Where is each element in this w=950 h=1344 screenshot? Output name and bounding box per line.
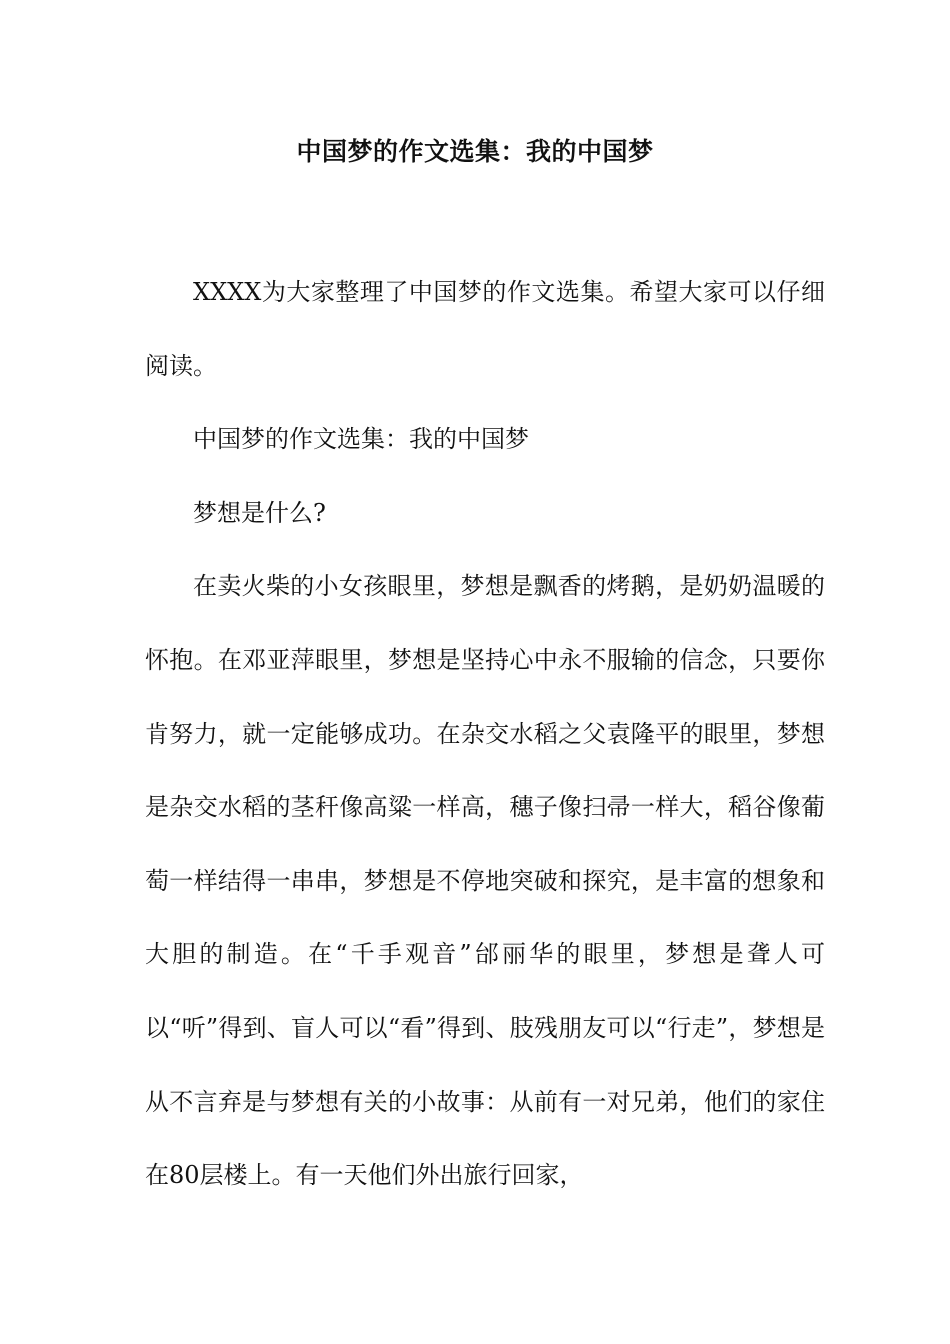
paragraph-main: 在卖火柴的小女孩眼里，梦想是飘香的烤鹅，是奶奶温暖的怀抱。在邓亚萍眼里，梦想是坚持心中永不服输的信念，只要你肯努力，就一定能够成功。在杂交水稻之父袁隆平的眼里，梦想是杂交水稻的茎秆像高粱一样高，穗子像扫帚一样大，稻谷像葡萄一样结得一串串，梦想是不停地突破和探究，是丰富的想象和大胆的制造。在“千手观音”邰丽华的眼里，梦想是聋人可以“听”得到、盲人可以“看”得到、肢残朋友可以“行走”，梦想是从不言弃是与梦想有关的小故事：从前有一对兄弟，他们的家住在80层楼上。有一天他们外出旅行回家， (145, 572, 825, 1190)
paragraph-question: 梦想是什么? (193, 498, 326, 527)
paragraph-intro: XXXX为大家整理了中国梦的作文选集。希望大家可以仔细阅读。 (145, 278, 825, 380)
document-body (145, 256, 825, 1213)
document-title: 中国梦的作文选集：我的中国梦 (296, 137, 654, 166)
paragraph-subtitle: 中国梦的作文选集：我的中国梦 (193, 425, 529, 454)
